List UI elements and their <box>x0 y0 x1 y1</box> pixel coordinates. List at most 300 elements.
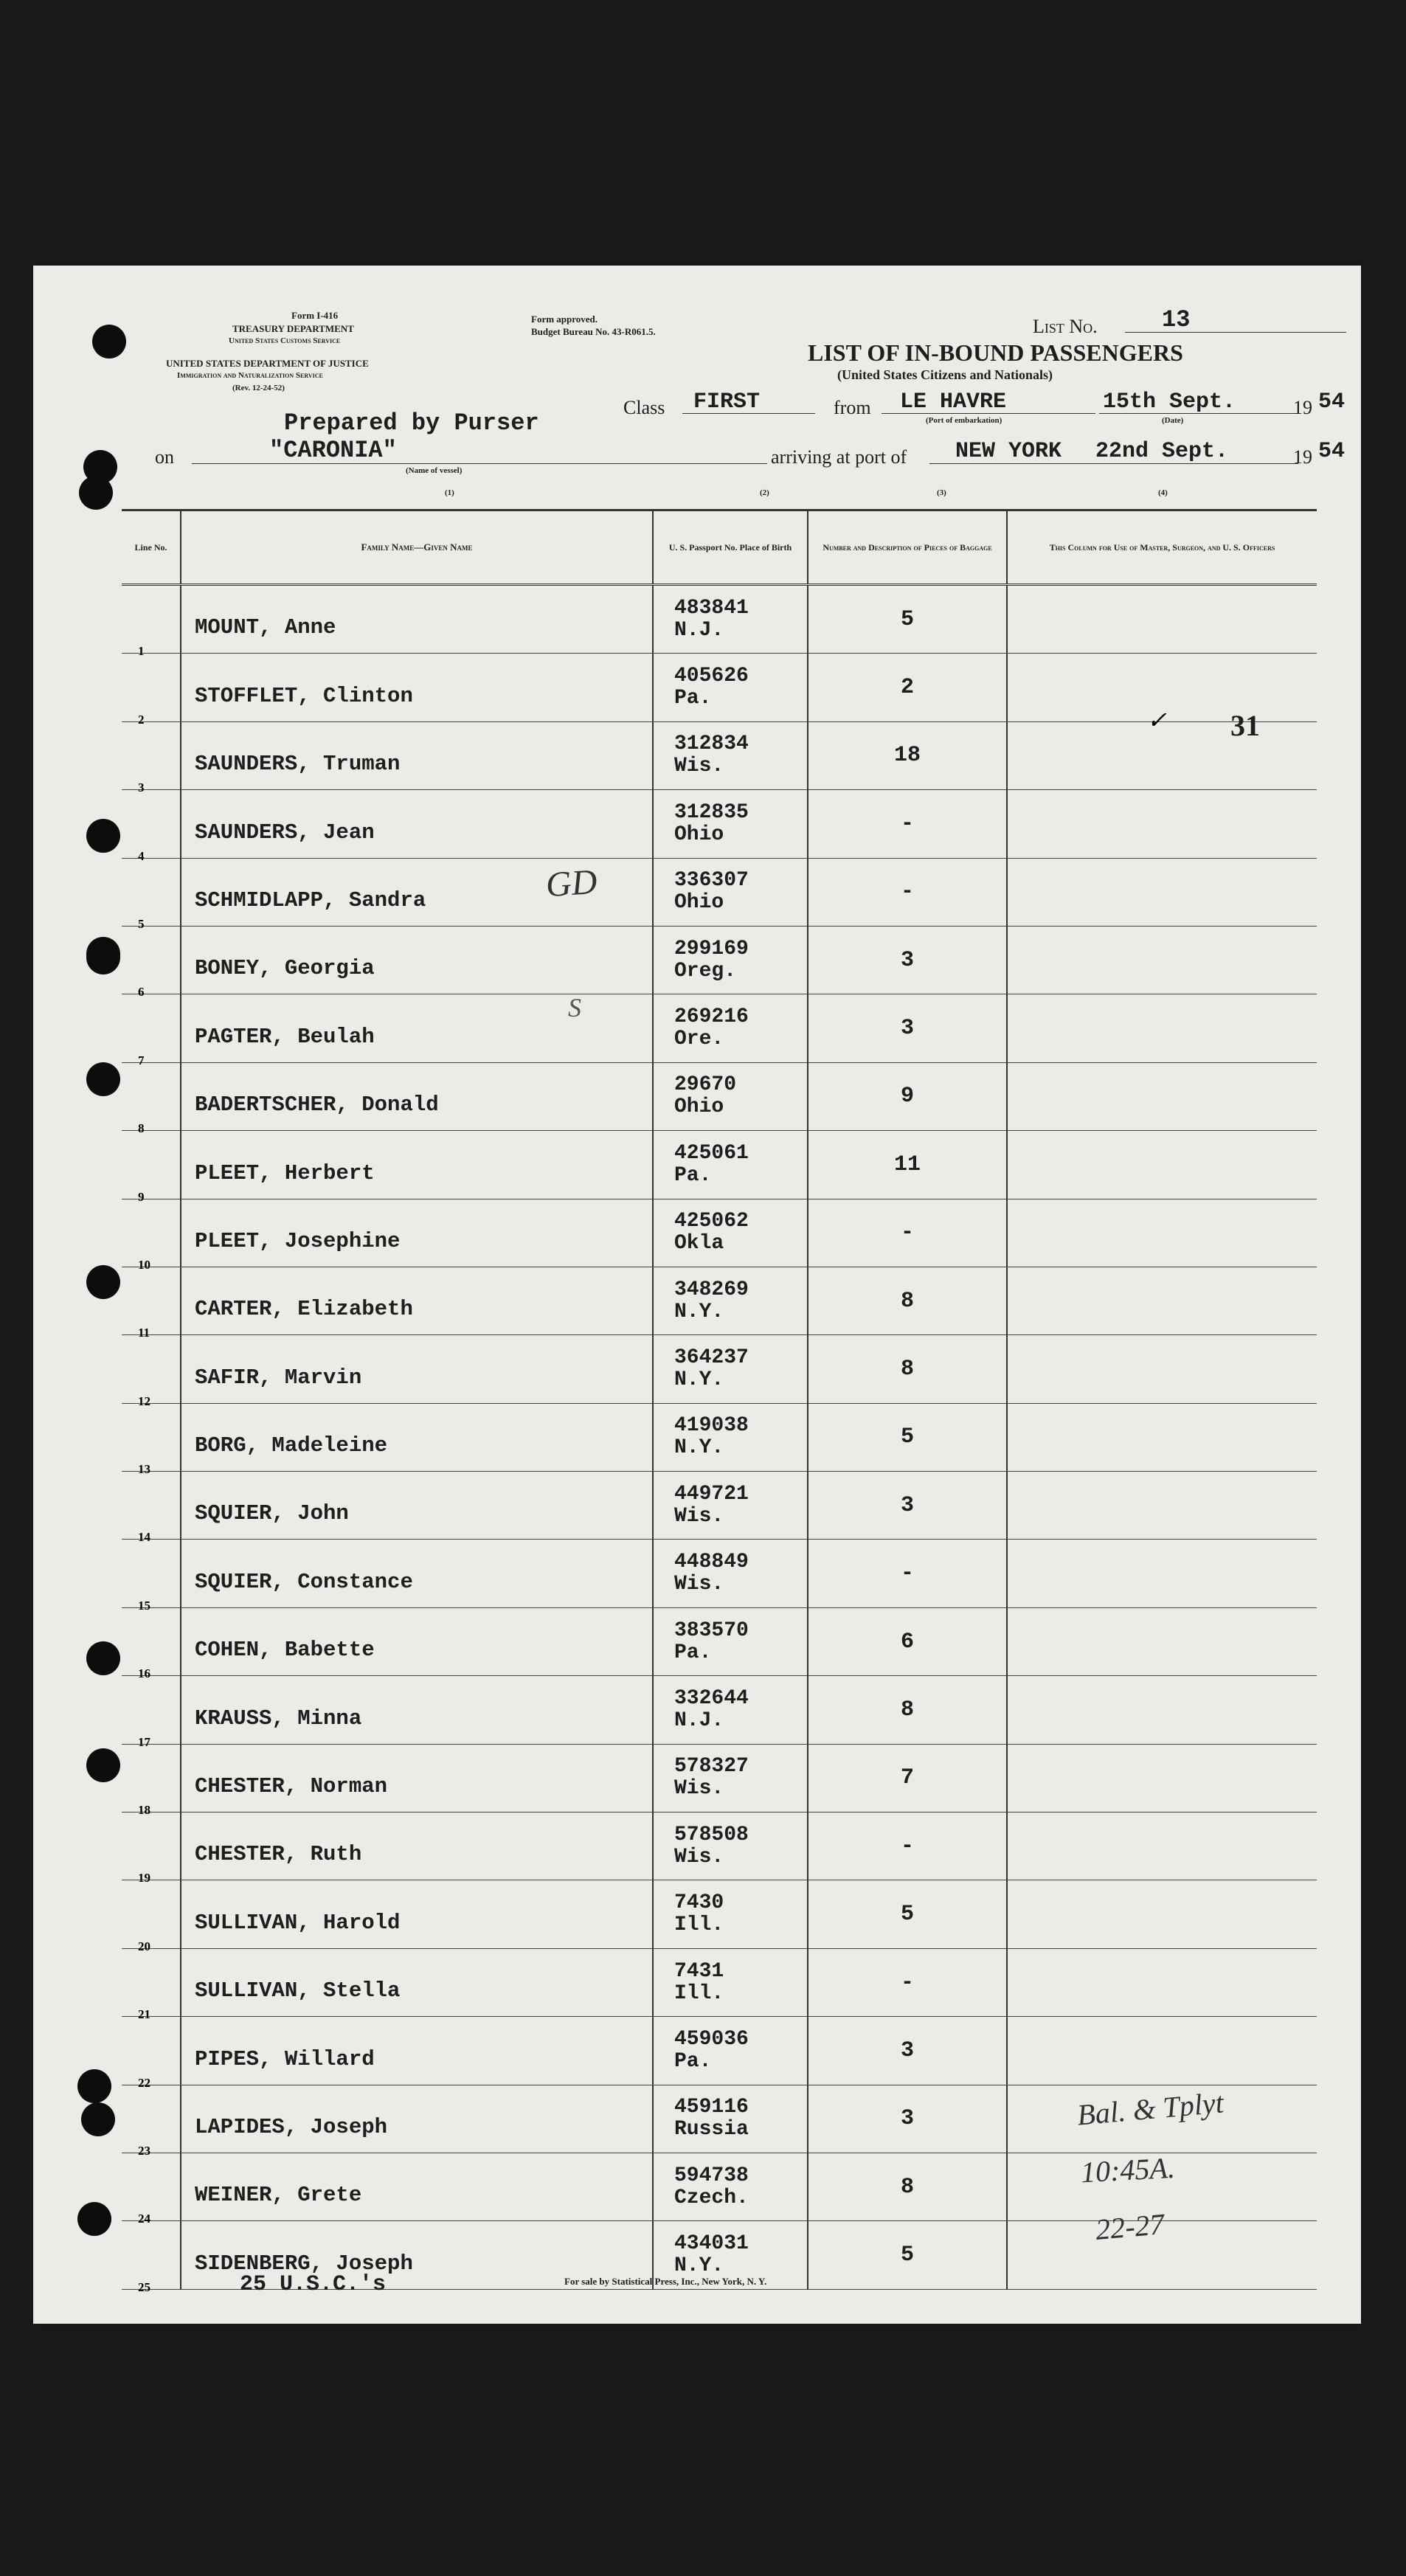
passenger-name: SQUIER, John <box>195 1501 349 1526</box>
baggage-count: - <box>808 858 1007 926</box>
table-row <box>122 1812 1317 1880</box>
table-row <box>122 1403 1317 1471</box>
header-passport: U. S. Passport No. Place of Birth <box>653 510 808 585</box>
punch-hole <box>83 450 117 484</box>
table-row <box>122 1948 1317 2016</box>
line-number-cell <box>122 1812 181 1886</box>
header-name: Family Name—Given Name <box>181 510 653 585</box>
place-of-birth: Pa. <box>674 1641 712 1664</box>
line-number-cell <box>122 1335 181 1408</box>
baggage-count: 5 <box>808 2221 1007 2289</box>
header-line-no: Line No. <box>122 510 181 585</box>
name-cell <box>181 2017 653 2085</box>
line-number: 5 <box>138 916 145 931</box>
passenger-table <box>122 509 1317 2294</box>
passport-cell <box>653 1540 808 1607</box>
passenger-name: CHESTER, Norman <box>195 1774 388 1799</box>
place-of-birth: Wis. <box>674 1573 724 1596</box>
line-number-cell <box>122 1540 181 1613</box>
table-row <box>122 585 1317 654</box>
line-number: 19 <box>138 1871 150 1886</box>
name-cell <box>181 926 653 994</box>
passport-number: 449721 <box>674 1482 749 1506</box>
line-number-cell <box>122 1880 181 1953</box>
officer-cell <box>1007 2017 1317 2085</box>
officer-cell <box>1007 994 1317 1062</box>
line-number-cell <box>122 721 181 795</box>
line-number-cell <box>122 2153 181 2226</box>
line-number-cell <box>122 585 181 659</box>
passenger-count: 25 U.S.C.'s <box>240 2272 387 2297</box>
name-cell <box>181 1472 653 1540</box>
from-label: from <box>834 397 871 418</box>
line-number-cell <box>122 858 181 931</box>
baggage-count: 9 <box>808 1062 1007 1130</box>
customs-service: United States Customs Service <box>229 336 341 345</box>
table-row <box>122 654 1317 721</box>
name-cell <box>181 1131 653 1199</box>
name-cell <box>181 585 653 654</box>
name-cell <box>181 1880 653 1948</box>
officer-cell <box>1007 1472 1317 1540</box>
officer-cell <box>1007 1131 1317 1199</box>
table-row <box>122 721 1317 789</box>
handwritten-note-2: 10:45A. <box>1079 2150 1176 2189</box>
punch-hole <box>86 1748 120 1782</box>
passenger-name: PIPES, Willard <box>195 2046 375 2071</box>
line-number-cell <box>122 1199 181 1272</box>
passport-number: 332644 <box>674 1686 749 1710</box>
passport-number: 336307 <box>674 869 749 893</box>
officer-cell <box>1007 1267 1317 1334</box>
punch-hole <box>86 1265 120 1299</box>
line-number-cell <box>122 1403 181 1477</box>
line-number: 23 <box>138 2143 150 2158</box>
name-cell <box>181 2153 653 2220</box>
line-number-cell <box>122 2017 181 2090</box>
passenger-name: PLEET, Herbert <box>195 1160 375 1185</box>
passport-cell <box>653 1607 808 1675</box>
place-of-birth: N.J. <box>674 1708 724 1732</box>
name-cell <box>181 1199 653 1267</box>
punch-hole <box>81 2102 115 2136</box>
place-of-birth: Pa. <box>674 687 712 710</box>
passport-cell <box>653 1131 808 1199</box>
passport-number: 425062 <box>674 1210 749 1233</box>
passport-cell <box>653 1472 808 1540</box>
revision: (Rev. 12-24-52) <box>232 384 285 392</box>
passport-number: 312835 <box>674 800 749 824</box>
passenger-name: BONEY, Georgia <box>195 956 375 981</box>
passport-cell <box>653 1744 808 1812</box>
baggage-count: - <box>808 1812 1007 1880</box>
col-num-1: (1) <box>445 488 454 497</box>
passport-number: 459036 <box>674 2027 749 2051</box>
arrival-date: 22nd Sept. <box>1095 439 1229 464</box>
passport-cell <box>653 1880 808 1948</box>
place-of-birth: N.Y. <box>674 1368 724 1391</box>
line-number-cell <box>122 926 181 1000</box>
line-number: 13 <box>138 1462 150 1477</box>
name-cell <box>181 1744 653 1812</box>
line-number: 16 <box>138 1666 150 1681</box>
passport-number: 594738 <box>674 2164 749 2187</box>
passport-cell <box>653 1812 808 1880</box>
line-number-cell <box>122 2221 181 2294</box>
line-number: 12 <box>138 1393 150 1408</box>
table-row <box>122 994 1317 1062</box>
place-of-birth: Ore. <box>674 1028 724 1051</box>
passport-cell <box>653 1403 808 1471</box>
officer-cell <box>1007 1403 1317 1471</box>
passenger-name: SULLIVAN, Harold <box>195 1910 401 1935</box>
baggage-count: 5 <box>808 1880 1007 1948</box>
passport-cell <box>653 790 808 858</box>
table-row <box>122 1607 1317 1675</box>
passport-cell <box>653 858 808 926</box>
passport-number: 448849 <box>674 1551 749 1574</box>
baggage-count: - <box>808 1540 1007 1607</box>
passport-number: 459116 <box>674 2096 749 2119</box>
passport-number: 269216 <box>674 1005 749 1029</box>
table-row <box>122 926 1317 994</box>
name-cell <box>181 721 653 789</box>
passenger-name: SULLIVAN, Stella <box>195 1978 401 2004</box>
place-of-birth: Oreg. <box>674 959 737 983</box>
officer-cell <box>1007 1948 1317 2016</box>
form-title: LIST OF IN-BOUND PASSENGERS <box>808 339 1183 366</box>
place-of-birth: Ohio <box>674 823 724 846</box>
year-prefix-1: 19 <box>1293 397 1312 418</box>
passport-cell <box>653 1948 808 2016</box>
place-of-birth: Ohio <box>674 891 724 915</box>
line-number: 22 <box>138 2075 150 2090</box>
line-number: 14 <box>138 1530 150 1545</box>
name-cell <box>181 1267 653 1334</box>
gd-mark: GD <box>544 862 599 905</box>
printer-note: For sale by Statistical Press, Inc., New York, N. Y. <box>564 2276 767 2287</box>
header-officers: This Column for Use of Master, Surgeon, and U. S. Officers <box>1007 510 1317 585</box>
form-approved: Form approved. <box>531 314 598 325</box>
line-number-cell <box>122 1744 181 1818</box>
line-number: 6 <box>138 985 145 1000</box>
s-mark: S <box>568 993 581 1022</box>
passport-number: 578508 <box>674 1823 749 1846</box>
place-of-birth: Pa. <box>674 1163 712 1187</box>
place-of-birth: Wis. <box>674 755 724 778</box>
line-number: 17 <box>138 1734 150 1749</box>
place-of-birth: Wis. <box>674 1504 724 1528</box>
name-cell <box>181 1812 653 1880</box>
ins: Immigration and Naturalization Service <box>177 371 323 380</box>
passport-number: 312834 <box>674 733 749 756</box>
line-number: 24 <box>138 2212 150 2226</box>
line-number: 1 <box>138 644 145 659</box>
officer-cell <box>1007 1880 1317 1948</box>
line-number-cell <box>122 1607 181 1681</box>
line-number: 11 <box>138 1326 150 1340</box>
officer-cell <box>1007 1335 1317 1403</box>
passport-cell <box>653 721 808 789</box>
passport-number: 578327 <box>674 1755 749 1779</box>
line-number: 7 <box>138 1053 145 1067</box>
line-number: 2 <box>138 712 145 727</box>
passport-number: 383570 <box>674 1618 749 1642</box>
arrival-port: NEW YORK <box>955 439 1062 464</box>
name-cell <box>181 1540 653 1607</box>
passport-cell <box>653 654 808 721</box>
line-number-cell <box>122 654 181 727</box>
passport-number: 7431 <box>674 1959 724 1983</box>
place-of-birth: Ill. <box>674 1914 724 1937</box>
line-number: 25 <box>138 2279 150 2294</box>
passenger-name: SIDENBERG, Joseph <box>195 2251 413 2276</box>
passenger-name: BORG, Madeleine <box>195 1433 388 1458</box>
line-number-cell <box>122 2085 181 2158</box>
line-number: 4 <box>138 848 145 863</box>
col-num-2: (2) <box>760 488 769 497</box>
passenger-name: MOUNT, Anne <box>195 615 336 640</box>
baggage-count: 6 <box>808 1607 1007 1675</box>
list-no-label: List No. <box>1033 316 1098 337</box>
line-number-cell <box>122 790 181 863</box>
place-of-birth: N.Y. <box>674 1300 724 1323</box>
passenger-name: SAUNDERS, Truman <box>195 752 401 777</box>
punch-hole <box>86 1062 120 1096</box>
form-subtitle: (United States Citizens and Nationals) <box>837 367 1053 382</box>
officer-cell <box>1007 1676 1317 1744</box>
passport-cell <box>653 994 808 1062</box>
date-caption: (Date) <box>1162 416 1184 425</box>
line-number: 3 <box>138 780 145 795</box>
table-row <box>122 1335 1317 1403</box>
passenger-name: LAPIDES, Joseph <box>195 2114 388 2139</box>
passport-cell <box>653 1267 808 1334</box>
passport-number: 434031 <box>674 2232 749 2256</box>
passenger-name: WEINER, Grete <box>195 2183 362 2208</box>
line-number: 20 <box>138 1939 150 1953</box>
passenger-name: BADERTSCHER, Donald <box>195 1093 439 1118</box>
from-caption: (Port of embarkation) <box>926 416 1002 425</box>
line-number-cell <box>122 1472 181 1545</box>
baggage-count: 7 <box>808 1744 1007 1812</box>
table-row <box>122 858 1317 926</box>
place-of-birth: Wis. <box>674 1845 724 1869</box>
line-number-cell <box>122 994 181 1067</box>
line-number: 18 <box>138 1803 150 1818</box>
line-number: 9 <box>138 1189 145 1204</box>
handwritten-note-1: Bal. & Tplyt <box>1076 2085 1225 2132</box>
officer-cell <box>1007 1607 1317 1675</box>
baggage-count: 3 <box>808 2017 1007 2085</box>
officer-cell <box>1007 1744 1317 1812</box>
passport-cell <box>653 585 808 654</box>
col-num-4: (4) <box>1158 488 1168 497</box>
passport-cell <box>653 2085 808 2153</box>
passport-number: 364237 <box>674 1346 749 1369</box>
baggage-count: 8 <box>808 1335 1007 1403</box>
name-cell <box>181 790 653 858</box>
passport-number: 348269 <box>674 1278 749 1301</box>
class-label: Class <box>623 397 665 418</box>
vessel-name: "CARONIA" <box>269 437 397 464</box>
officer-mark: 31 <box>1230 709 1260 742</box>
list-no-value: 13 <box>1162 306 1191 333</box>
date-value: 15th Sept. <box>1103 389 1236 415</box>
table-row <box>122 790 1317 858</box>
officer-cell <box>1007 790 1317 858</box>
line-number-cell <box>122 1267 181 1340</box>
baggage-count: - <box>808 1199 1007 1267</box>
passport-cell <box>653 926 808 994</box>
from-value: LE HAVRE <box>900 389 1007 415</box>
table-row <box>122 1540 1317 1607</box>
budget-bureau: Budget Bureau No. 43-R061.5. <box>531 326 656 337</box>
table-row <box>122 2017 1317 2085</box>
handwritten-note-3: 22-27 <box>1094 2207 1166 2246</box>
officer-cell <box>1007 1812 1317 1880</box>
punch-hole <box>92 325 126 359</box>
on-label: on <box>155 446 174 468</box>
line-number: 21 <box>138 2007 150 2022</box>
line-number: 8 <box>138 1121 145 1136</box>
table-row <box>122 1267 1317 1334</box>
place-of-birth: Pa. <box>674 2049 712 2073</box>
baggage-count: 3 <box>808 1472 1007 1540</box>
passport-number: 299169 <box>674 937 749 960</box>
passenger-name: STOFFLET, Clinton <box>195 683 413 708</box>
baggage-count: 3 <box>808 994 1007 1062</box>
passport-cell <box>653 1062 808 1130</box>
table-row <box>122 1199 1317 1267</box>
passenger-name: PLEET, Josephine <box>195 1228 401 1253</box>
baggage-count: 3 <box>808 2085 1007 2153</box>
year-prefix-2: 19 <box>1293 446 1312 468</box>
passenger-name: SAUNDERS, Jean <box>195 820 375 845</box>
passenger-name: COHEN, Babette <box>195 1638 375 1663</box>
place-of-birth: Ill. <box>674 1981 724 2005</box>
punch-hole <box>86 941 120 974</box>
punch-hole <box>86 819 120 853</box>
place-of-birth: Ohio <box>674 1095 724 1119</box>
table-row <box>122 1880 1317 1948</box>
form-number: Form I-416 <box>291 310 339 321</box>
officer-tick: ✓ <box>1147 707 1167 733</box>
line-number: 15 <box>138 1598 150 1613</box>
passport-cell <box>653 2153 808 2220</box>
passenger-name: CHESTER, Ruth <box>195 1842 362 1867</box>
place-of-birth: N.Y. <box>674 2254 724 2278</box>
table-row <box>122 1744 1317 1812</box>
col-num-3: (3) <box>937 488 946 497</box>
passport-number: 483841 <box>674 596 749 620</box>
name-cell <box>181 654 653 721</box>
baggage-count: 11 <box>808 1131 1007 1199</box>
line-number-cell <box>122 1131 181 1204</box>
prepared-by: Prepared by Purser <box>284 409 539 437</box>
name-cell <box>181 994 653 1062</box>
baggage-count: 3 <box>808 926 1007 994</box>
punch-hole <box>86 1641 120 1675</box>
place-of-birth: Russia <box>674 2118 749 2142</box>
baggage-count: 5 <box>808 1403 1007 1471</box>
place-of-birth: Okla <box>674 1232 724 1256</box>
baggage-count: 18 <box>808 721 1007 789</box>
name-cell <box>181 1403 653 1471</box>
baggage-count: - <box>808 790 1007 858</box>
name-cell <box>181 1676 653 1744</box>
doj: UNITED STATES DEPARTMENT OF JUSTICE <box>166 358 369 369</box>
name-cell <box>181 1948 653 2016</box>
place-of-birth: N.Y. <box>674 1436 724 1460</box>
passport-number: 29670 <box>674 1073 737 1097</box>
table-row <box>122 1131 1317 1199</box>
punch-hole <box>77 2069 111 2103</box>
passenger-name: SQUIER, Constance <box>195 1569 413 1594</box>
officer-cell <box>1007 858 1317 926</box>
baggage-count: - <box>808 1948 1007 2016</box>
passport-number: 425061 <box>674 1141 749 1165</box>
baggage-count: 2 <box>808 654 1007 721</box>
place-of-birth: Czech. <box>674 2186 749 2209</box>
passenger-name: SAFIR, Marvin <box>195 1365 362 1390</box>
officer-cell <box>1007 1199 1317 1267</box>
table-row <box>122 1062 1317 1130</box>
name-cell <box>181 1335 653 1403</box>
passenger-name: PAGTER, Beulah <box>195 1024 375 1049</box>
table-row <box>122 1472 1317 1540</box>
vessel-caption: (Name of vessel) <box>406 466 463 475</box>
passenger-name: KRAUSS, Minna <box>195 1706 362 1731</box>
passport-number: 419038 <box>674 1414 749 1438</box>
name-cell <box>181 1607 653 1675</box>
passport-cell <box>653 1335 808 1403</box>
baggage-count: 8 <box>808 2153 1007 2220</box>
officer-cell <box>1007 926 1317 994</box>
officer-cell <box>1007 1062 1317 1130</box>
line-number-cell <box>122 1676 181 1749</box>
name-cell <box>181 1062 653 1130</box>
list-no-line <box>1125 332 1346 333</box>
name-cell <box>181 2085 653 2153</box>
line-number-cell <box>122 1062 181 1136</box>
baggage-count: 8 <box>808 1267 1007 1334</box>
year-1: 54 <box>1318 389 1346 415</box>
baggage-count: 8 <box>808 1676 1007 1744</box>
place-of-birth: N.J. <box>674 618 724 642</box>
officer-cell <box>1007 1540 1317 1607</box>
year-2: 54 <box>1318 439 1346 464</box>
line-number-cell <box>122 1948 181 2022</box>
line-number: 10 <box>138 1257 150 1272</box>
officer-cell <box>1007 585 1317 654</box>
passport-cell <box>653 1676 808 1744</box>
passport-cell <box>653 2017 808 2085</box>
arriving-label: arriving at port of <box>771 446 907 468</box>
table-row <box>122 1676 1317 1744</box>
place-of-birth: Wis. <box>674 1777 724 1801</box>
punch-hole <box>77 2202 111 2236</box>
passport-number: 7430 <box>674 1891 724 1915</box>
passport-number: 405626 <box>674 665 749 688</box>
department: TREASURY DEPARTMENT <box>232 323 354 334</box>
passenger-name: SCHMIDLAPP, Sandra <box>195 887 426 913</box>
header-baggage: Number and Description of Pieces of Baggage <box>808 510 1007 585</box>
class-value: FIRST <box>693 389 761 415</box>
passport-cell <box>653 1199 808 1267</box>
baggage-count: 5 <box>808 585 1007 654</box>
passenger-name: CARTER, Elizabeth <box>195 1297 413 1322</box>
